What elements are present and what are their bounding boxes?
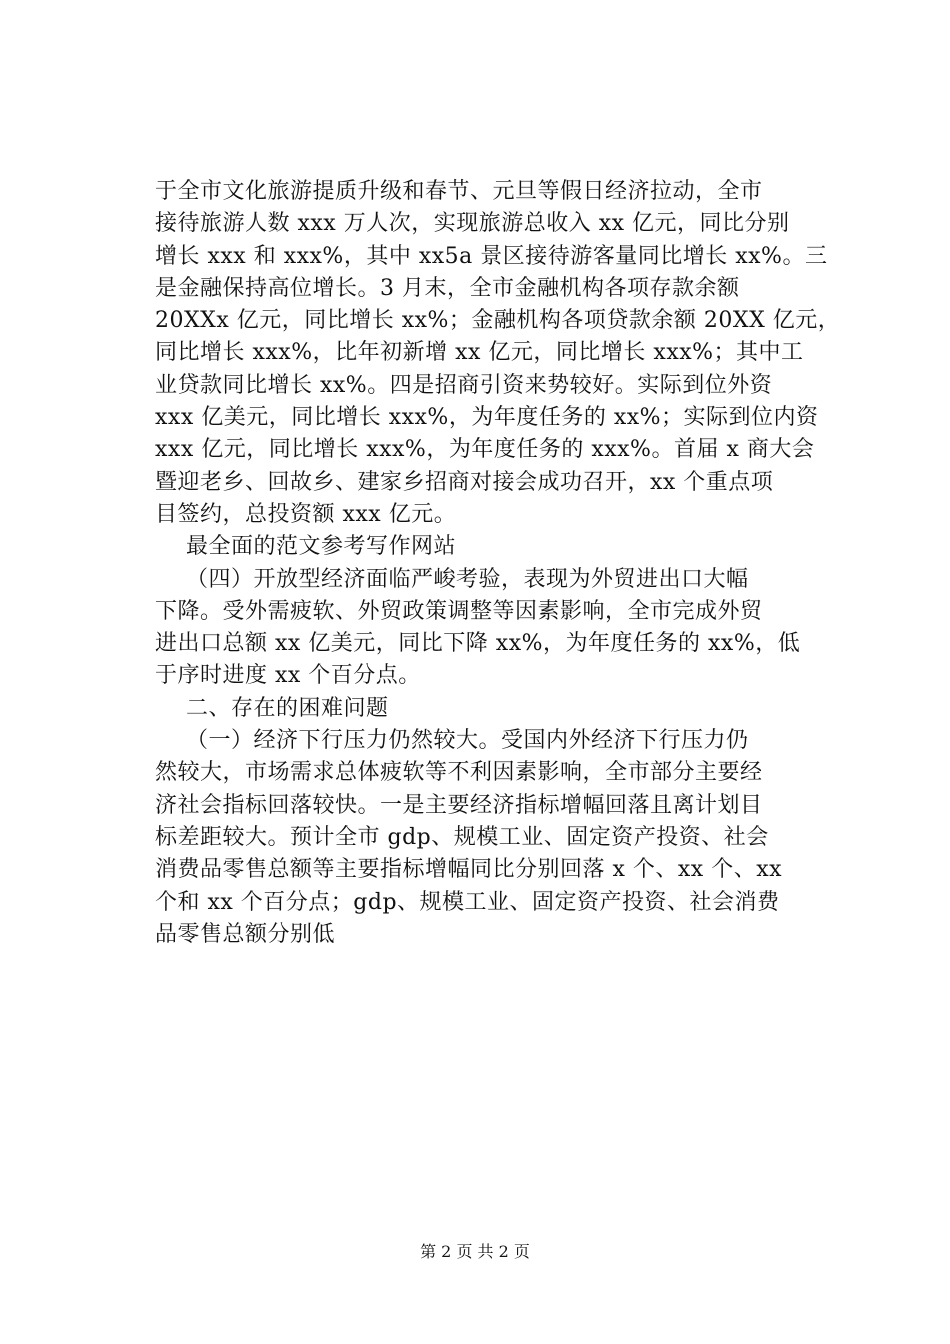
text-line: 个和 xx 个百分点；gdp、规模工业、固定资产投资、社会消费 [155,889,780,915]
text-line: 增长 xxx 和 xxx%，其中 xx5a 景区接待游客量同比增长 xx%。三 [155,243,828,269]
text-line: 于全市文化旅游提质升级和春节、元旦等假日经济拉动，全市 [155,179,763,204]
text-line-website-note: 最全面的范文参考写作网站 [186,534,457,560]
text-line: 品零售总额分别低 [155,921,336,947]
text-line: 是金融保持高位增长。3 月末，全市金融机构各项存款余额 [155,275,740,301]
text-line: 然较大，市场需求总体疲软等不利因素影响，全市部分主要经 [155,760,763,786]
text-line: 暨迎老乡、回故乡、建家乡招商对接会成功召开，xx 个重点项 [155,469,774,495]
text-line: 标差距较大。预计全市 gdp、规模工业、固定资产投资、社会 [155,824,769,850]
document-body [155,176,841,951]
text-line: 进出口总额 xx 亿美元，同比下降 xx%，为年度任务的 xx%，低 [155,631,801,657]
text-line: 业贷款同比增长 xx%。四是招商引资来势较好。实际到位外资 [155,372,773,398]
text-line: 于序时进度 xx 个百分点。 [155,663,421,689]
page-number-footer: 第 2 页 共 2 页 [420,1242,530,1261]
text-line: 济社会指标回落较快。一是主要经济指标增幅回落且离计划目 [155,792,763,818]
text-line: 消费品零售总额等主要指标增幅同比分别回落 x 个、xx 个、xx [155,857,783,883]
text-line: 下降。受外需疲软、外贸政策调整等因素影响，全市完成外贸 [155,598,763,624]
text-line: 同比增长 xxx%，比年初新增 xx 亿元，同比增长 xxx%；其中工 [155,340,804,366]
text-line: 20XXx 亿元，同比增长 xx%；金融机构各项贷款余额 20XX 亿元， [155,308,841,334]
text-line: 目签约，总投资额 xxx 亿元。 [155,501,457,527]
text-line: 接待旅游人数 xxx 万人次，实现旅游总收入 xx 亿元，同比分别 [155,211,790,237]
text-line: xxx 亿美元，同比增长 xxx%，为年度任务的 xx%；实际到位内资 [155,405,819,431]
text-line: xxx 亿元，同比增长 xxx%，为年度任务的 xxx%。首届 x 商大会 [155,437,815,463]
section-heading-problems: 二、存在的困难问题 [186,695,389,721]
section-heading-4: （四）开放型经济面临严峻考验，表现为外贸进出口大幅 [186,566,749,592]
section-heading-1: （一）经济下行压力仍然较大。受国内外经济下行压力仍 [186,728,749,754]
